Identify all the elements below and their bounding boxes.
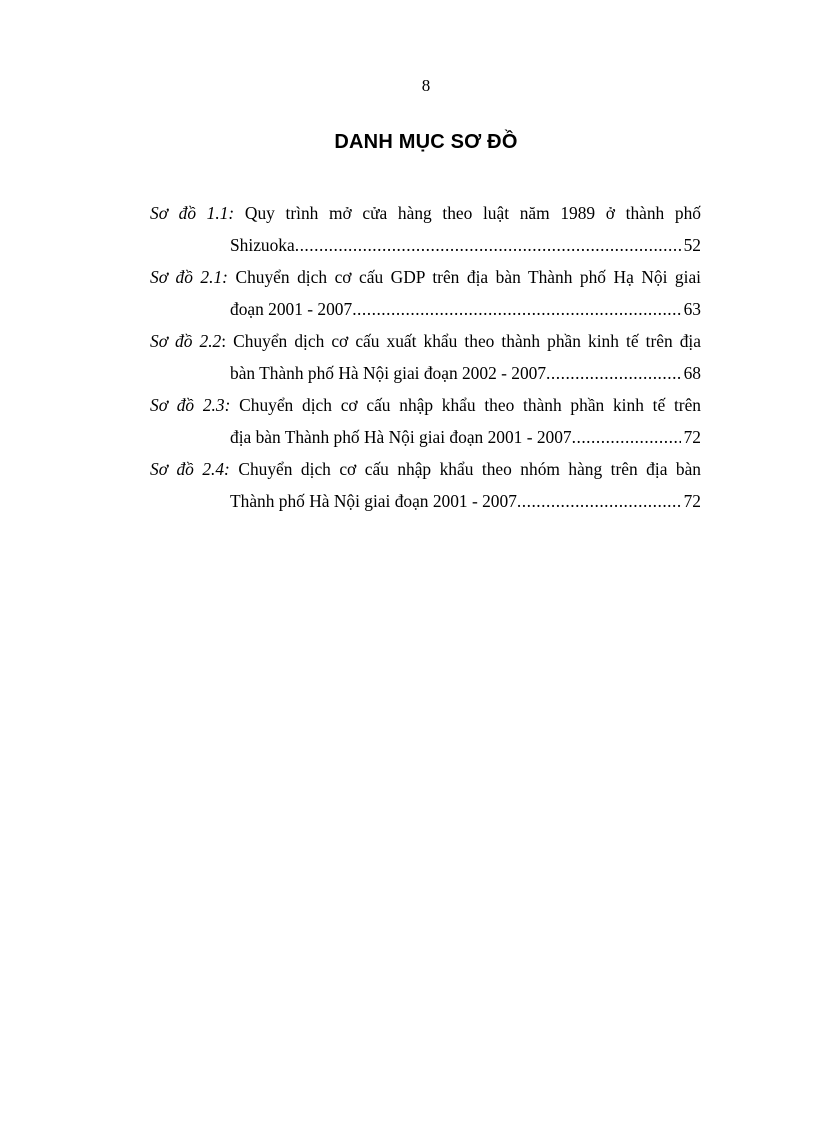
toc-entry-title: Chuyển dịch cơ cấu nhập khẩu theo nhóm hàng trên địa bàn [238,459,702,479]
dot-leader [572,421,681,453]
toc-entry-page: 63 [683,299,701,319]
toc-entry-title: Chuyển dịch cơ cấu GDP trên địa bàn Thành phố Hạ Nội giai [235,267,702,287]
toc-entry-separator [230,395,239,415]
toc-entry-separator: : [221,331,234,351]
toc-entry-title-continued: đoạn 2001 - 2007 [230,299,353,319]
toc-entry [150,453,701,517]
toc-entry-line [150,453,701,485]
toc-entry-continuation [150,421,701,453]
toc-entry-continuation [150,229,701,261]
toc-entry-title-continued: Shizuoka [230,235,295,255]
toc-entry-continuation [150,293,701,325]
toc-entry [150,389,701,453]
toc-entry-title-continued: địa bàn Thành phố Hà Nội giai đoạn 2001 - 2007 [230,427,572,447]
table-of-diagrams [150,197,701,517]
toc-entry-page: 72 [683,491,701,511]
toc-entry-line [150,389,701,421]
page-number: 8 [421,76,431,95]
dot-leader [517,485,681,517]
toc-entry-label: Sơ đồ 2.4: [150,459,230,479]
toc-entry-line [150,325,701,357]
toc-entry-page: 68 [683,363,701,383]
toc-entry-title-continued: Thành phố Hà Nội giai đoạn 2001 - 2007 [230,491,517,511]
dot-leader [546,357,681,389]
toc-entry-line [150,261,701,293]
dot-leader [295,229,681,261]
toc-entry-page: 52 [683,235,701,255]
toc-entry-continuation [150,357,701,389]
toc-entry-separator [234,203,245,223]
dot-leader [352,293,680,325]
toc-entry [150,261,701,325]
toc-entry [150,197,701,261]
toc-entry-label: Sơ đồ 2.3: [150,395,231,415]
toc-entry-title-continued: bàn Thành phố Hà Nội giai đoạn 2002 - 2007 [230,363,547,383]
page-title: DANH MỤC SƠ ĐỒ [334,131,518,153]
toc-entry [150,325,701,389]
toc-entry-page: 72 [683,427,701,447]
toc-entry-title: Quy trình mở cửa hàng theo luật năm 1989 ở thành phố [244,203,701,223]
toc-entry-label: Sơ đồ 1.1: [150,203,235,223]
toc-entry-label: Sơ đồ 2.1: [150,267,228,287]
toc-entry-continuation [150,485,701,517]
toc-entry-line [150,197,701,229]
toc-entry-label: Sơ đồ 2.2 [150,331,222,351]
toc-entry-title: Chuyển dịch cơ cấu xuất khẩu theo thành phần kinh tế trên địa [233,331,701,351]
toc-entry-title: Chuyển dịch cơ cấu nhập khẩu theo thành phần kinh tế trên [239,395,701,415]
